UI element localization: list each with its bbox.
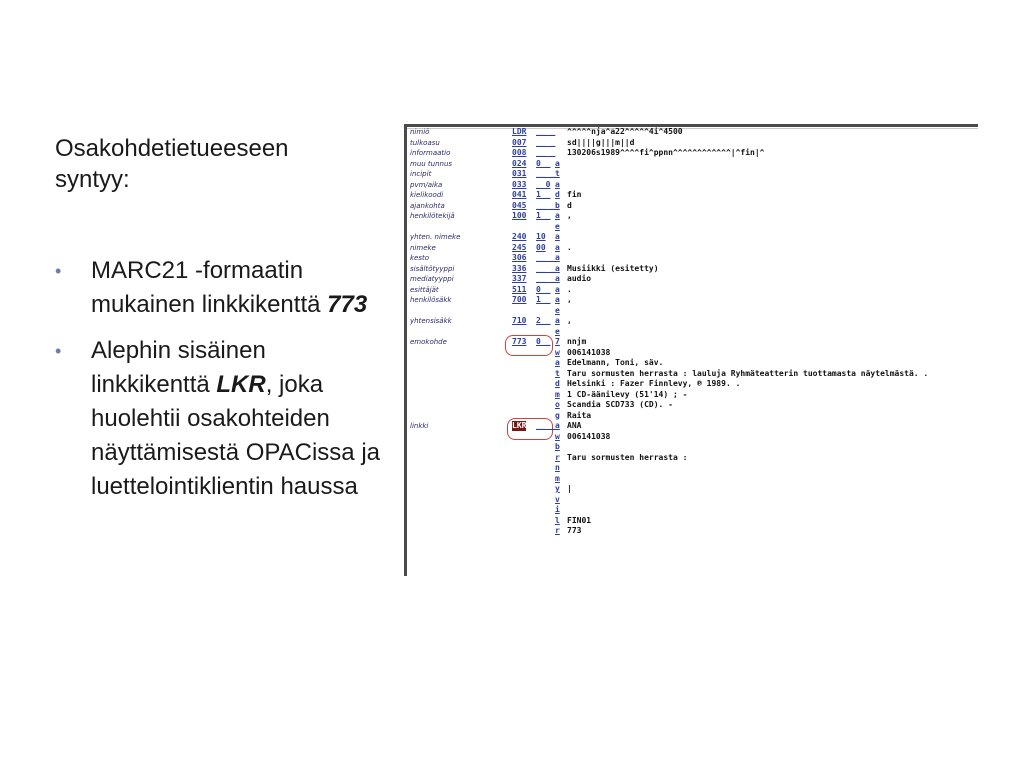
field-label: yhten. nimeke — [410, 233, 461, 241]
field-value[interactable]: audio — [567, 274, 592, 283]
field-tag[interactable]: 306 — [512, 253, 527, 262]
field-tag[interactable]: 045 — [512, 200, 527, 210]
field-value[interactable]: 006141038 — [567, 431, 611, 441]
subfield-code[interactable]: t — [555, 169, 560, 178]
subfield-code[interactable]: i — [555, 505, 560, 514]
subfield-code[interactable]: e — [555, 326, 560, 336]
field-indicators[interactable]: 10 — [536, 232, 546, 241]
field-label: linkki — [410, 422, 429, 430]
field-value[interactable]: Musiikki (esitetty) — [567, 263, 659, 273]
field-value[interactable]: ANA — [567, 421, 582, 430]
subfield-code[interactable]: a — [555, 232, 560, 241]
subfield-code[interactable]: n — [555, 463, 560, 472]
field-indicators[interactable]: _ 0 — [536, 179, 551, 189]
subfield-code[interactable]: a — [555, 284, 560, 294]
subfield-code[interactable]: a — [555, 263, 560, 273]
subfield-code[interactable]: a — [555, 274, 560, 283]
field-value[interactable]: , — [567, 211, 572, 220]
subfield-code[interactable]: a — [555, 316, 560, 325]
field-value[interactable]: Edelmann, Toni, säv. — [567, 358, 664, 367]
bullet-text-tail: , joka huolehtii osakohteiden näyttämisestä OPACissa ja luettelointiklientin haussa — [91, 371, 380, 500]
field-label: muu tunnus — [410, 159, 453, 168]
field-tag[interactable]: 710 — [512, 316, 527, 325]
field-tag[interactable]: 024 — [512, 158, 527, 168]
field-value[interactable]: Raita — [567, 410, 592, 420]
field-label: nimeke — [410, 243, 436, 252]
marc-record-screenshot — [404, 124, 978, 576]
field-value[interactable]: 130206s1989^^^^fi^ppnn^^^^^^^^^^^^|^fin|^ — [567, 148, 765, 157]
field-value[interactable]: | — [567, 484, 572, 493]
subfield-code[interactable]: d — [555, 379, 560, 388]
bullet-list — [55, 254, 385, 516]
subfield-code[interactable]: m — [555, 389, 560, 399]
field-value[interactable]: d — [567, 200, 572, 210]
subfield-code[interactable]: a — [555, 179, 560, 189]
field-label: ajankohta — [410, 201, 445, 210]
field-value[interactable]: , — [567, 295, 572, 304]
field-indicators[interactable]: 1 _ — [536, 190, 551, 199]
subfield-code[interactable]: r — [555, 526, 560, 535]
field-tag[interactable]: 240 — [512, 232, 527, 241]
field-indicators[interactable]: __ _ — [536, 421, 556, 430]
window-divider — [407, 128, 978, 129]
field-value[interactable]: . — [567, 242, 572, 252]
field-indicators[interactable]: __ _ — [536, 169, 556, 178]
subfield-code[interactable]: w — [555, 431, 560, 441]
bullet-emphasis: 773 — [327, 291, 368, 318]
field-tag[interactable]: 007 — [512, 137, 527, 147]
field-tag[interactable]: 031 — [512, 169, 527, 178]
field-value[interactable]: 773 — [567, 526, 582, 535]
field-label: mediatyyppi — [410, 275, 454, 283]
field-tag[interactable]: LDR — [512, 127, 527, 136]
bullet-dot-icon: • — [55, 341, 62, 361]
bullet-item-lkr — [55, 334, 385, 504]
subfield-code[interactable]: e — [555, 221, 560, 231]
subfield-code[interactable]: a — [555, 158, 560, 168]
field-value[interactable]: FIN01 — [567, 515, 592, 525]
field-label: incipit — [410, 170, 432, 178]
field-indicators[interactable]: __ _ — [536, 200, 556, 210]
field-tag[interactable]: 100 — [512, 211, 527, 220]
field-value[interactable]: Helsinki : Fazer Finnlevy, ℗ 1989. . — [567, 379, 741, 388]
field-tag[interactable]: 773 — [512, 337, 527, 346]
field-indicators[interactable]: 1 _ — [536, 211, 551, 220]
subfield-code[interactable]: o — [555, 400, 560, 409]
field-tag[interactable]: 337 — [512, 274, 527, 283]
field-tag[interactable]: 245 — [512, 242, 527, 252]
field-indicators[interactable]: __ _ — [536, 148, 556, 157]
bullet-emphasis: LKR — [216, 371, 266, 398]
intro-line-2: syntyy: — [55, 166, 130, 193]
field-tag[interactable]: LKR — [512, 421, 527, 430]
subfield-code[interactable]: b — [555, 200, 560, 210]
field-label: sisältötyyppi — [410, 264, 455, 273]
field-tag[interactable]: 041 — [512, 190, 527, 199]
subfield-code[interactable]: v — [555, 494, 560, 504]
field-indicators[interactable]: __ _ — [536, 137, 556, 147]
field-value[interactable]: Scandia SCD733 (CD). - — [567, 400, 673, 409]
field-tag[interactable]: 511 — [512, 284, 527, 294]
field-label: yhtensisäkk — [410, 317, 452, 325]
subfield-code[interactable]: l — [555, 515, 560, 525]
subfield-code[interactable]: a — [555, 295, 560, 304]
field-indicators[interactable]: __ _ — [536, 127, 556, 136]
intro-line-1: Osakohdetietueeseen — [55, 135, 289, 162]
bullet-text: Alephin sisäinen linkkikenttä — [91, 337, 266, 398]
field-value[interactable]: Taru sormusten herrasta : — [567, 452, 688, 462]
field-label: emokohde — [410, 338, 447, 346]
subfield-code[interactable]: w — [555, 347, 560, 357]
field-indicators[interactable]: 1 _ — [536, 295, 551, 304]
field-label: kielikoodi — [410, 191, 444, 199]
field-value[interactable]: sd||||g|||m||d — [567, 137, 635, 147]
field-indicators[interactable]: 0 _ — [536, 337, 551, 346]
subfield-code[interactable]: b — [555, 442, 560, 451]
field-label: henkilösäkk — [410, 296, 452, 304]
subfield-code[interactable]: 7 — [555, 337, 560, 346]
subfield-code[interactable]: a — [555, 421, 560, 430]
subfield-code[interactable]: t — [555, 368, 560, 378]
field-value[interactable]: 1 CD-äänilevy (51'14) ; - — [567, 389, 688, 399]
field-tag[interactable]: 700 — [512, 295, 527, 304]
field-value[interactable]: , — [567, 316, 572, 325]
field-value[interactable]: fin — [567, 190, 582, 199]
subfield-code[interactable]: a — [555, 211, 560, 220]
field-label: esittäjät — [410, 285, 439, 294]
field-label: nimiö — [410, 128, 430, 136]
field-tag[interactable]: 336 — [512, 263, 527, 273]
field-label: informaatio — [410, 149, 451, 157]
subfield-code[interactable]: y — [555, 484, 560, 493]
field-tag[interactable]: 008 — [512, 148, 527, 157]
field-label: tulkoasu — [410, 138, 440, 147]
field-value[interactable]: 006141038 — [567, 347, 611, 357]
subfield-code[interactable]: a — [555, 358, 560, 367]
subfield-code[interactable]: m — [555, 473, 560, 483]
window-left-border — [404, 124, 407, 576]
subfield-code[interactable]: a — [555, 242, 560, 252]
field-value[interactable]: Taru sormusten herrasta : lauluja Ryhmäteatterin tuottamasta näytelmästä. . — [567, 368, 929, 378]
field-label: henkilötekijä — [410, 212, 455, 220]
field-label: kesto — [410, 254, 430, 262]
field-indicators[interactable]: 00 — [536, 242, 546, 252]
field-indicators[interactable]: 0 _ — [536, 158, 551, 168]
subfield-code[interactable]: d — [555, 190, 560, 199]
bullet-item-773 — [55, 254, 385, 322]
window-top-border — [404, 124, 978, 127]
field-label: pvm/aika — [410, 180, 443, 189]
field-indicators[interactable]: 2 _ — [536, 316, 551, 325]
field-value[interactable]: nnjm — [567, 337, 587, 346]
field-indicators[interactable]: __ _ — [536, 253, 556, 262]
intro-heading — [55, 133, 375, 195]
field-tag[interactable]: 033 — [512, 179, 527, 189]
field-indicators[interactable]: 0 _ — [536, 284, 551, 294]
field-value[interactable]: ^^^^^nja^a22^^^^^4i^4500 — [567, 127, 683, 136]
subfield-code[interactable]: r — [555, 452, 560, 462]
subfield-code[interactable]: a — [555, 253, 560, 262]
subfield-code[interactable]: g — [555, 410, 560, 420]
field-indicators[interactable]: __ _ — [536, 263, 556, 273]
bullet-text: MARC21 -formaatin mukainen linkkikenttä — [91, 257, 328, 318]
field-value[interactable]: . — [567, 284, 572, 294]
field-indicators[interactable]: __ _ — [536, 274, 556, 283]
subfield-code[interactable]: e — [555, 305, 560, 315]
bullet-dot-icon: • — [55, 261, 62, 281]
